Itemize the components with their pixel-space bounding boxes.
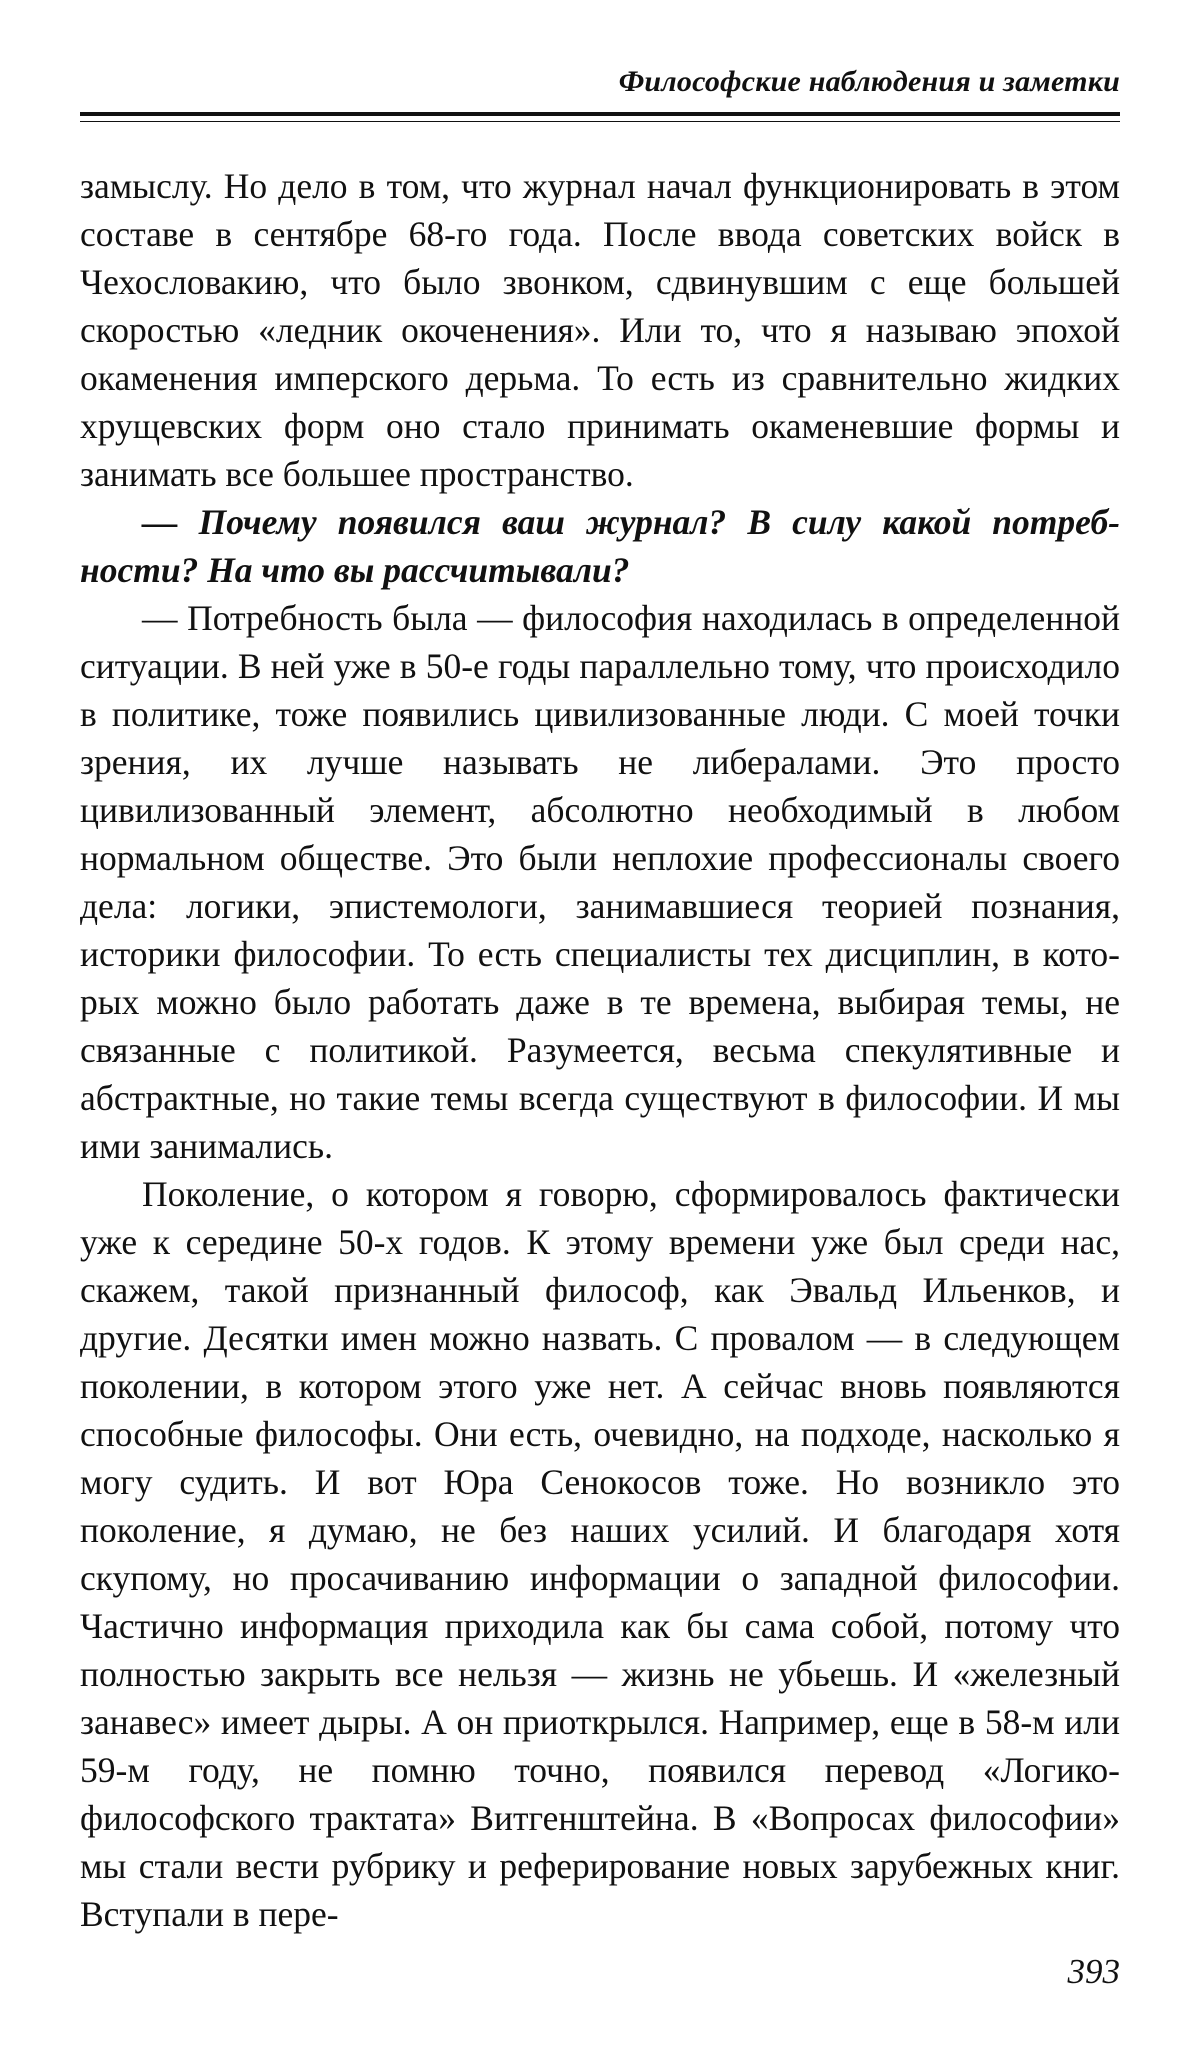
interview-answer: — Потребность была — философия находилась в определенной ситуации. В ней уже в 50-е годы параллельно тому, что происходило в политике, тоже появились цивилизованные люди. С моей точки зрения, их лучше называть не либералами. Это просто цивилизованный элемент, абсолютно необходимый в любом нормальном обществе. Это были неплохие профессионалы своего дела: логики, эпистемологи, занимавшиеся теорией познания, историки философии. То есть специалисты тех дисциплин, в которых можно было работать даже в те времена, выбирая темы, не связанные с политикой. Разумеется, весьма спекулятивные и абстрактные, но такие темы всегда существуют в философии. И мы ими занимались. bbox=[80, 598, 1120, 1166]
interview-question: — Почему появился ваш журнал? В силу какой потребности? На что вы рассчитывали? bbox=[80, 502, 1120, 590]
paragraph: Поколение, о котором я говорю, сформировалось фактически уже к середине 50-х годов. К этому времени уже был среди нас, скажем, такой признанный философ, как Эвальд Ильенков, и другие. Десятки имен можно назвать. С провалом — в следующем поколении, в котором этого уже нет. А сейчас вновь появляются способные философы. Они есть, очевидно, на подходе, насколько я могу судить. И вот Юра Сенокосов тоже. Но возникло это поколение, я думаю, не без наших усилий. И благодаря хотя скупому, но просачиванию информации о западной философии. Частично информация приходила как бы сама собой, потому что полностью закрыть все нельзя — жизнь не убьешь. И «железный занавес» имеет дыры. А он приоткрылся. Например, еще в 58-м или 59-м году, не помню точно, появился перевод «Логико-философского трактата» Витгенштейна. В «Вопросах философии» мы стали вести рубрику и реферирование новых зарубежных книг. Вступали в пере- bbox=[80, 1174, 1120, 1934]
header-rule-thick bbox=[80, 112, 1120, 116]
paragraph-continuation: замыслу. Но дело в том, что журнал начал функционировать в этом составе в сентябре 68-го года. После ввода советских войск в Чехословакию, что было звонком, сдвинувшим с еще большей скоростью «ледник окоченения». Или то, что я называю эпохой окаменения имперского дерьма. То есть из сравнительно жидких хрущевских форм оно стало принимать окаменевшие формы и занимать все большее пространство. bbox=[80, 166, 1120, 494]
header-rule-thin bbox=[80, 121, 1120, 122]
page-number: 393 bbox=[1067, 1952, 1120, 1991]
running-head: Философские наблюдения и заметки bbox=[618, 65, 1120, 98]
body-text bbox=[80, 162, 1120, 1938]
